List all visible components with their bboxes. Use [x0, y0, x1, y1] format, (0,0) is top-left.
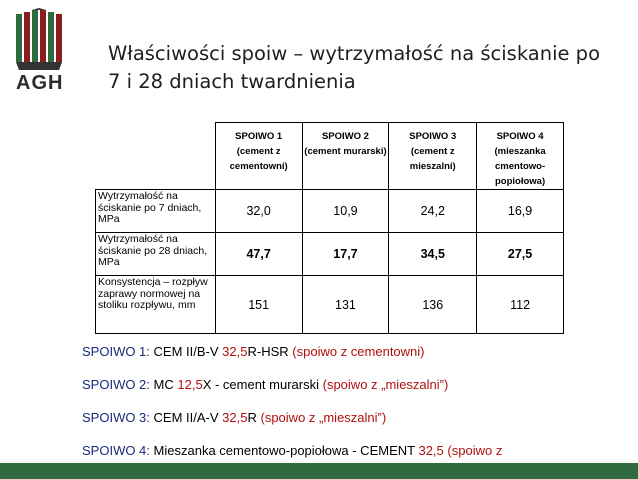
- footer-bar: [0, 463, 638, 479]
- column-name: SPOIWO 3: [409, 131, 457, 142]
- table-cell: 34,5: [389, 233, 477, 276]
- legend-item: [82, 443, 502, 458]
- column-desc: (mieszanka cmentowo-popiołowa): [494, 146, 546, 187]
- legend-type: CEM II/B-V: [153, 344, 219, 359]
- row-label: Wytrzymałość na ściskanie po 28 dniach, MPa: [96, 233, 216, 276]
- table-row: [96, 233, 564, 276]
- slide-title: Właściwości spoiw – wytrzymałość na ściskanie po 7 i 28 dniach twardnienia: [108, 42, 600, 93]
- column-name: SPOIWO 4: [496, 131, 544, 142]
- legend-strength: 32,5: [222, 344, 248, 359]
- column-name: SPOIWO 2: [321, 131, 369, 142]
- legend-note: (spoiwo z „mieszalni”): [322, 377, 449, 392]
- agh-logo-mark-icon: [10, 8, 72, 78]
- table-cell: 27,5: [477, 233, 564, 276]
- table-cell: 32,0: [215, 190, 302, 233]
- legend-type: Mieszanka cementowo-popiołowa - CEMENT: [153, 443, 415, 458]
- table-cell: 16,9: [477, 190, 564, 233]
- legend-item: [82, 410, 386, 425]
- column-desc: (cement z mieszalni): [409, 146, 456, 172]
- legend-strength: 32,5: [418, 443, 444, 458]
- table-cell: 136: [389, 276, 477, 334]
- table-cell: 151: [215, 276, 302, 334]
- legend-strength: 12,5: [177, 377, 203, 392]
- properties-table: [95, 122, 564, 334]
- legend-item: [82, 344, 425, 359]
- legend-type: MC: [153, 377, 174, 392]
- table-row: [96, 190, 564, 233]
- legend-suffix: R-HSR: [247, 344, 289, 359]
- legend-item: [82, 377, 448, 392]
- legend-note: (spoiwo z: [447, 443, 503, 458]
- legend-suffix: X - cement murarski: [202, 377, 319, 392]
- logo-text: AGH: [16, 72, 64, 94]
- table-header-row: [96, 123, 564, 190]
- legend-prefix: SPOIWO 4:: [82, 443, 150, 458]
- legend-prefix: SPOIWO 2:: [82, 377, 150, 392]
- legend-type: CEM II/A-V: [153, 410, 219, 425]
- row-label: Konsystencja – rozpływ zaprawy normowej na stoliku rozpływu, mm: [96, 276, 216, 334]
- column-desc: (cement murarski): [304, 146, 387, 157]
- table-cell: 10,9: [302, 190, 389, 233]
- column-header: [215, 123, 302, 190]
- column-header: [302, 123, 389, 190]
- legend-strength: 32,5: [222, 410, 248, 425]
- legend-note: (spoiwo z cementowni): [292, 344, 425, 359]
- table-cell: 17,7: [302, 233, 389, 276]
- table-cell: 112: [477, 276, 564, 334]
- table-cell: 47,7: [215, 233, 302, 276]
- legend-suffix: R: [247, 410, 257, 425]
- row-label: Wytrzymałość na ściskanie po 7 dniach, MPa: [96, 190, 216, 233]
- legend-prefix: SPOIWO 1:: [82, 344, 150, 359]
- legend-note: (spoiwo z „mieszalni”): [260, 410, 387, 425]
- column-header: [389, 123, 477, 190]
- column-desc: (cement z cementowni): [229, 146, 288, 172]
- column-header: [477, 123, 564, 190]
- header-empty-cell: [96, 123, 216, 190]
- column-name: SPOIWO 1: [235, 131, 283, 142]
- table-cell: 24,2: [389, 190, 477, 233]
- legend-prefix: SPOIWO 3:: [82, 410, 150, 425]
- table-row: [96, 276, 564, 334]
- table-cell: 131: [302, 276, 389, 334]
